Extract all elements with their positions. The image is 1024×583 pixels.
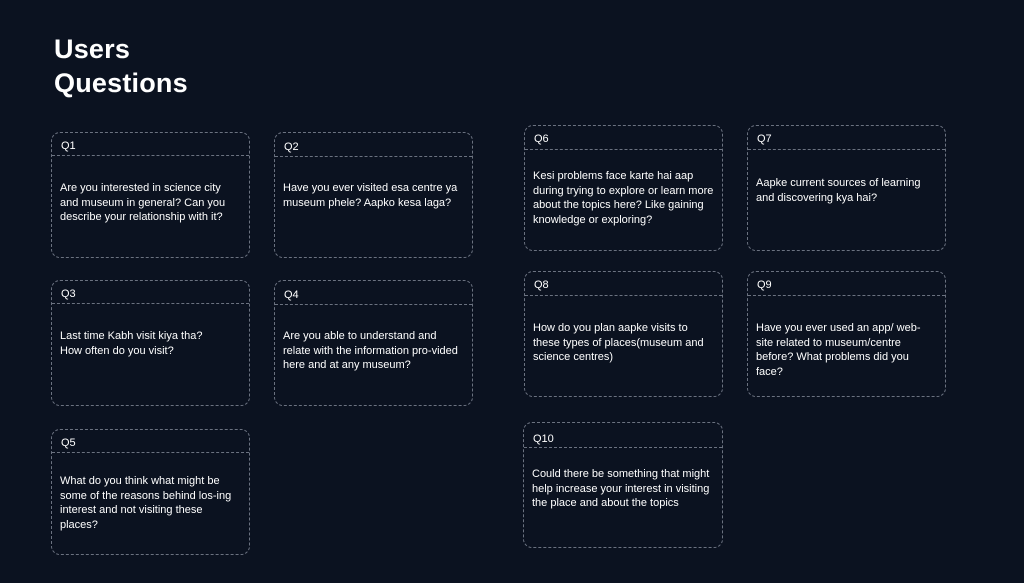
question-label: Q9 [748,272,945,296]
question-card-q4 [274,280,473,406]
page-title-line-1: Users [54,34,131,64]
question-text: Are you interested in science city and museum in general? Can you describe your relationship with it? [60,182,226,224]
question-label: Q2 [275,133,472,157]
question-card-q5 [51,429,250,555]
question-label: Q4 [275,281,472,305]
page-title [54,32,188,100]
question-text: Last time Kabh visit kiya tha? How often do you visit? [60,330,203,357]
question-text: How do you plan aapke visits to these types of places(museum and science centres) [533,322,704,364]
question-text: Aapke current sources of learning and discovering kya hai? [756,177,921,204]
question-card-q3 [51,280,250,406]
question-label: Q8 [525,272,722,296]
page-title-line-2: Questions [54,68,188,98]
question-card-q7 [747,125,946,251]
question-card-q8 [524,271,723,397]
question-text: Kesi problems face karte hai aap during trying to explore or learn more about the topics here? Like gaining knowledge or exploring? [533,170,714,226]
question-card-q9 [747,271,946,397]
question-text: Have you ever used an app/ web-site related to museum/centre before? What problems did you face? [756,322,921,378]
question-label: Q3 [52,281,249,304]
question-text: Have you ever visited esa centre ya museum phele? Aapko kesa laga? [283,182,458,209]
question-label: Q5 [52,430,249,453]
question-label: Q10 [524,423,722,448]
question-text: Could there be something that might help increase your interest in visiting the place and about the topics [532,468,710,510]
question-text: What do you think what might be some of the reasons behind los-ing interest and not visiting these places? [60,475,232,531]
question-card-q1 [51,132,250,258]
question-card-q10 [523,422,723,548]
question-label: Q7 [748,126,945,150]
question-card-q6 [524,125,723,251]
question-text: Are you able to understand and relate with the information pro-vided here and at any museum? [283,330,458,372]
question-label: Q6 [525,126,722,150]
question-label: Q1 [52,133,249,156]
question-card-q2 [274,132,473,258]
